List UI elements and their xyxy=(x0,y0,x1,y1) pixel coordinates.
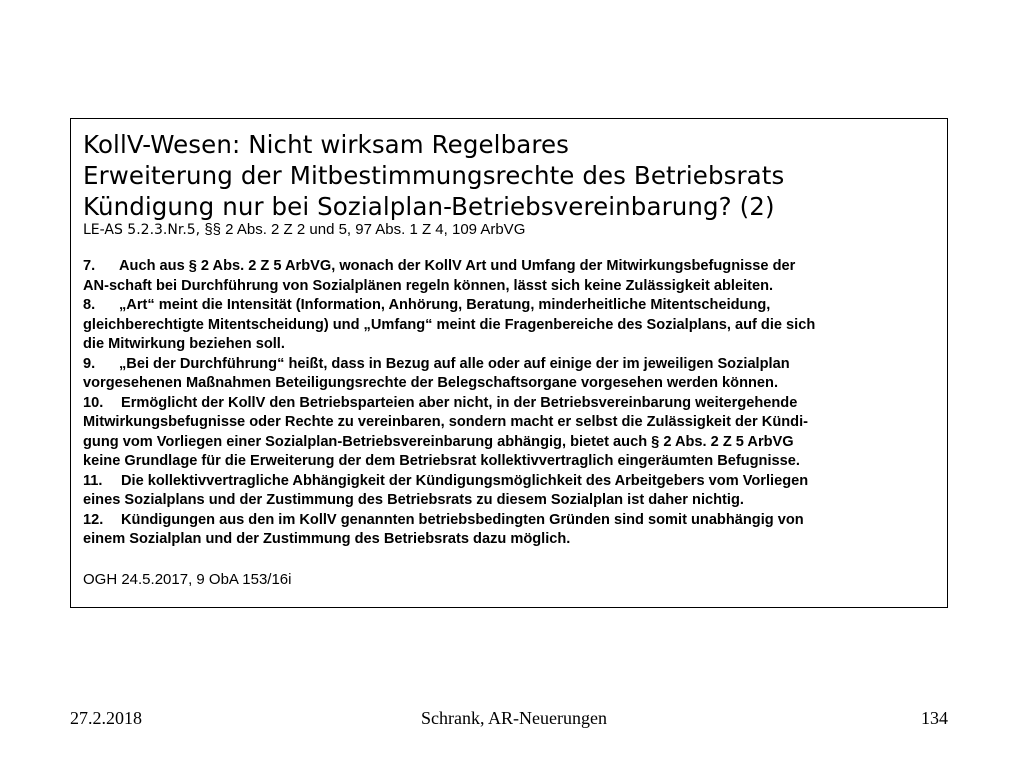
paragraph-text: „Bei der Durchführung“ heißt, dass in Bezug auf alle oder auf einige der im jeweiligen Sozialplan xyxy=(119,355,790,372)
title-line-2: Erweiterung der Mitbestimmungsrechte des Betriebsrats xyxy=(83,161,785,190)
paragraph-line xyxy=(83,296,935,316)
footer-author: Schrank, AR-Neuerungen xyxy=(421,708,607,728)
paragraph-text: Auch aus § 2 Abs. 2 Z 5 ArbVG, wonach der KollV Art und Umfang der Mitwirkungsbefugnisse der xyxy=(119,258,796,274)
paragraph-text: Kündigungen aus den im KollV genannten betriebsbedingten Gründen sind somit unabhängig von xyxy=(121,511,804,528)
paragraph-line xyxy=(83,394,935,414)
content-box xyxy=(70,118,948,608)
title-line-1: KollV-Wesen: Nicht wirksam Regelbares xyxy=(83,130,570,159)
paragraph-12 xyxy=(83,511,935,550)
paragraph-text: Die kollektivvertragliche Abhängigkeit der Kündigungsmöglichkeit des Arbeitgebers vom Vorliegen xyxy=(121,472,809,489)
paragraph-line: gung vom Vorliegen einer Sozialplan-Betriebsvereinbarung abhängig, bietet auch § 2 Abs. 2 Z 5 ArbVG xyxy=(83,433,794,450)
paragraph-number: 9. xyxy=(83,355,96,372)
paragraph-line xyxy=(83,355,935,375)
paragraph-line: einem Sozialplan und der Zustimmung des Betriebsrats dazu möglich. xyxy=(83,531,571,547)
paragraph-number: 7. xyxy=(83,258,96,274)
paragraph-8 xyxy=(83,296,935,355)
reference-prefix: LE-AS 5.2.3.Nr.5, xyxy=(83,222,201,238)
paragraph-list xyxy=(83,257,935,550)
paragraph-number: 11. xyxy=(83,472,103,489)
paragraph-11 xyxy=(83,472,935,511)
paragraph-7 xyxy=(83,257,935,296)
paragraph-10 xyxy=(83,394,935,472)
paragraph-line xyxy=(83,511,935,531)
paragraph-line: AN-schaft bei Durchführung von Sozialplänen regeln können, lässt sich keine Zulässigkeit ableiten. xyxy=(83,277,774,294)
paragraph-number: 10. xyxy=(83,394,104,411)
title-line-3: Kündigung nur bei Sozialplan-Betriebsvereinbarung? (2) xyxy=(83,192,775,221)
paragraph-line xyxy=(83,472,935,492)
reference-line xyxy=(83,220,935,240)
paragraph-number: 12. xyxy=(83,511,104,528)
paragraph-line: vorgesehenen Maßnahmen Beteiligungsrechte der Belegschaftsorgane vorgesehen werden können. xyxy=(83,375,779,391)
reference-law: §§ 2 Abs. 2 Z 2 und 5, 97 Abs. 1 Z 4, 109 ArbVG xyxy=(204,221,526,238)
footer-date: 27.2.2018 xyxy=(70,708,142,728)
paragraph-line: Mitwirkungsbefugnisse oder Rechte zu vereinbaren, sondern macht er selbst die Zulässigkeit der Kündi- xyxy=(83,414,808,430)
paragraph-line: eines Sozialplans und der Zustimmung des Betriebsrats zu diesem Sozialplan ist daher nichtig. xyxy=(83,492,744,508)
paragraph-number: 8. xyxy=(83,297,96,313)
slide-title xyxy=(83,129,935,222)
court-citation: OGH 24.5.2017, 9 ObA 153/16i xyxy=(83,570,292,588)
paragraph-line xyxy=(83,257,935,277)
paragraph-text: „Art“ meint die Intensität (Information, Anhörung, Beratung, minderheitliche Mitentscheidung, xyxy=(119,297,771,313)
paragraph-9 xyxy=(83,355,935,394)
paragraph-line: gleichberechtigte Mitentscheidung) und „Umfang“ meint die Fragenbereiche des Sozialplans, auf die sich xyxy=(83,316,816,333)
paragraph-text: Ermöglicht der KollV den Betriebsparteien aber nicht, in der Betriebsvereinbarung weitergehende xyxy=(121,394,798,411)
paragraph-line: die Mitwirkung beziehen soll. xyxy=(83,336,285,352)
paragraph-line: keine Grundlage für die Erweiterung der dem Betriebsrat kollektivvertraglich eingeräumten Befugnisse. xyxy=(83,453,800,469)
footer-page-number: 134 xyxy=(921,708,948,728)
